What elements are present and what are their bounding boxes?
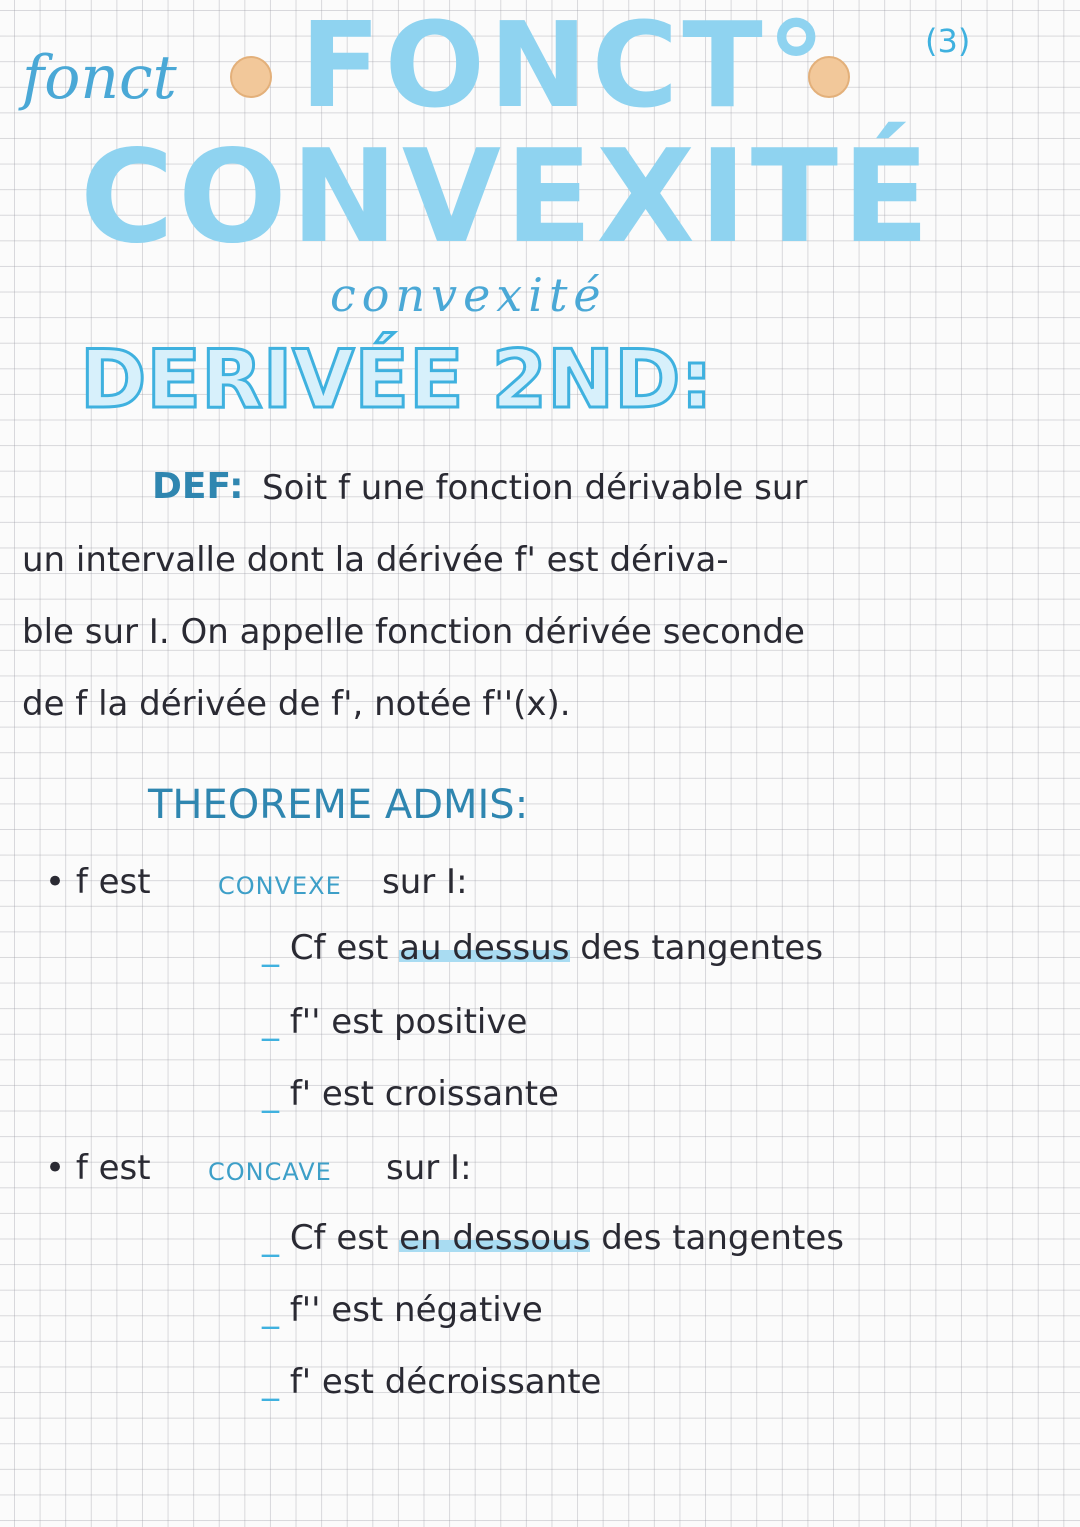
case-keyword: CONCAVE bbox=[208, 1158, 332, 1186]
theorem-heading: THEOREME ADMIS: bbox=[148, 782, 529, 828]
definition-line: un intervalle dont la dérivée f' est dériva- bbox=[22, 540, 729, 580]
list-item: _ Cf est au dessus des tangentes bbox=[262, 928, 824, 968]
item-text: f'' est positive bbox=[289, 1002, 528, 1042]
binder-hole-left bbox=[230, 56, 272, 98]
highlighted-text: en dessous bbox=[399, 1218, 591, 1258]
list-item: _ f'' est négative bbox=[262, 1290, 543, 1330]
definition-line: Soit f une fonction dérivable sur bbox=[262, 468, 808, 508]
highlighted-text: au dessus bbox=[399, 928, 570, 968]
title-line1: FONCT° bbox=[300, 0, 830, 134]
title-line1-cursive: fonct bbox=[22, 43, 177, 113]
case-suffix: sur I: bbox=[382, 862, 468, 902]
case-prefix: • f est bbox=[45, 1148, 151, 1188]
definition-label: DEF: bbox=[152, 466, 244, 507]
item-text: f' est croissante bbox=[289, 1074, 559, 1114]
list-item: _ Cf est en dessous des tangentes bbox=[262, 1218, 844, 1258]
item-text: f'' est négative bbox=[289, 1290, 543, 1330]
list-item: _ f' est croissante bbox=[262, 1074, 559, 1114]
item-text: f' est décroissante bbox=[289, 1362, 602, 1402]
case-suffix: sur I: bbox=[386, 1148, 472, 1188]
page-number: (3) bbox=[925, 22, 971, 60]
item-text: des tangentes bbox=[569, 928, 824, 968]
item-text: Cf est bbox=[289, 928, 400, 968]
title-line2: CONVEXITÉ bbox=[80, 123, 934, 272]
title-line2-cursive: convexité bbox=[330, 268, 607, 322]
definition-line: de f la dérivée de f', notée f''(x). bbox=[22, 684, 571, 724]
list-item: _ f' est décroissante bbox=[262, 1362, 602, 1402]
item-text: Cf est bbox=[289, 1218, 400, 1258]
list-item: _ f'' est positive bbox=[262, 1002, 528, 1042]
definition-line: ble sur I. On appelle fonction dérivée seconde bbox=[22, 612, 805, 652]
case-prefix: • f est bbox=[45, 862, 151, 902]
item-text: des tangentes bbox=[590, 1218, 844, 1258]
section-heading: DERIVÉE 2ND: bbox=[80, 333, 713, 426]
case-keyword: CONVEXE bbox=[218, 872, 342, 900]
